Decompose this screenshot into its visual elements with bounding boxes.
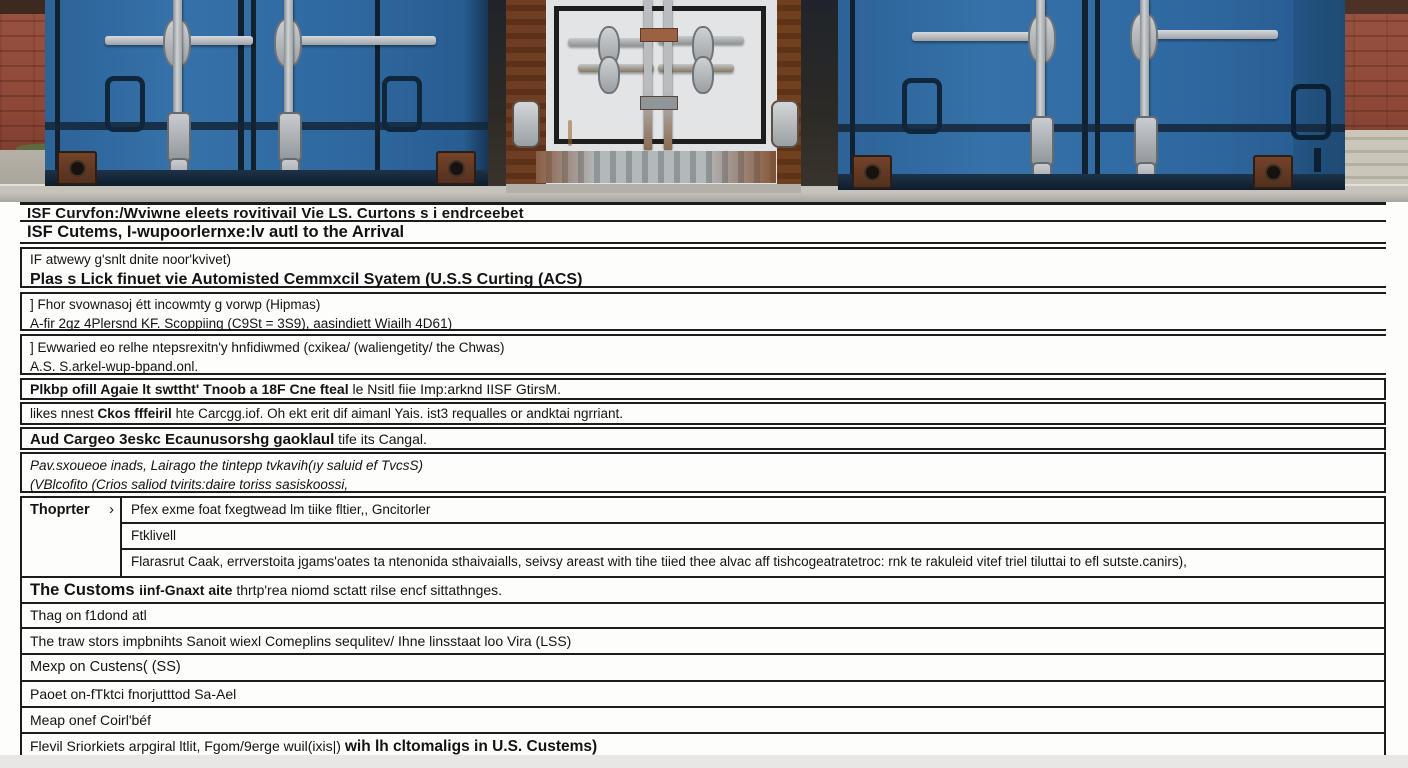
- door-gasket-frame: [554, 6, 766, 144]
- hinge-plate: [598, 56, 620, 94]
- title1-text: ISF Curvfon:/Wviwne eleets rovitivail Vie LS. Curtons s i endrceebet: [27, 205, 524, 222]
- lock-rod: [644, 0, 652, 150]
- chevron-right-icon: ›: [109, 502, 114, 518]
- rod-clamp: [640, 96, 678, 110]
- importer-row: Pfex exme foat fxegtwead lm tiike fltier,, Gncitorler: [122, 498, 1384, 524]
- door-gasket: [238, 0, 244, 186]
- intro-line2: Plas s Lick finuet vie Automisted Cemmxcil Syatem (U.S.S Curting (ACS): [30, 271, 583, 288]
- post-slot: [1314, 148, 1321, 172]
- title2-text: ISF Cutems, I-wupoorlernxe:lv autl to the Arrival: [27, 223, 405, 241]
- customs-row: [22, 578, 1384, 604]
- keeper-plate: [1030, 116, 1054, 166]
- final-bold: wih lh cltomaligs in U.S. Custems): [344, 738, 598, 755]
- list-row: Meap onef Coirl'béf: [22, 708, 1384, 734]
- corner-casting: [436, 151, 476, 185]
- bullet2-line2: A.S. S.arkel-wup-bpand.onl.: [30, 359, 199, 374]
- cargo-rest: tife its Cangal.: [334, 431, 427, 447]
- keeper-plate: [167, 112, 191, 162]
- side-handle: [382, 76, 422, 132]
- bullet2-line1: ] Ewwaried eo relhe ntepsrexitn'y hnfidiwmed (cxikea/ (waliengetity/ the Chwas): [30, 340, 505, 355]
- cargo-bold: Aud Cargeo 3eskc Ecaunusorshg gaoklaul: [30, 431, 335, 448]
- importer-label: Thoprter: [30, 502, 90, 518]
- blue-container-right: [838, 0, 1345, 190]
- blue-container-left: [45, 0, 488, 186]
- customs-rest: thrtp'rea niomd sctatt rilse encf sittathnges.: [236, 582, 503, 598]
- page-bottom-margin: [0, 755, 1408, 768]
- rust-frame-right: [777, 0, 801, 193]
- white-container: [506, 0, 801, 193]
- side-latch: [771, 100, 799, 148]
- document: [0, 202, 1408, 768]
- door-trim: [375, 0, 380, 186]
- customs-bold2: iinf-Gnaxt aite: [139, 582, 237, 598]
- door-gasket: [1095, 0, 1100, 190]
- notice-row: [20, 402, 1386, 425]
- container-gap: [486, 0, 506, 186]
- lower-table: [20, 496, 1386, 762]
- container-photo: [0, 0, 1408, 202]
- corrugated-rust: [536, 151, 776, 183]
- notice-bold: Ckos fffeiril: [97, 406, 172, 421]
- lock-handle: [1138, 30, 1278, 39]
- keeper-plate: [278, 112, 302, 162]
- sill-base: [506, 184, 801, 193]
- bottom-rail: [45, 170, 488, 186]
- final-pre: Flevil Sriorkiets arpgiral ltlit, Fgom/9erge wuil(ixis|): [30, 738, 345, 754]
- vessel-line1: Pav.sxoueoe inads, Lairago the tintepp tvkavih(ıy saluid ef TvcsS): [30, 458, 423, 473]
- rust-streak: [568, 120, 572, 146]
- notice-rest: hte Carcgg.iof. Oh ekt erit dif aimanl Yais. ist3 requalles or andktai ngrriant.: [171, 406, 624, 421]
- brick-wall-base-right: [1343, 0, 1408, 14]
- lock-rod: [664, 0, 672, 150]
- vessel-box: [20, 452, 1386, 493]
- side-latch: [512, 100, 540, 148]
- importer-row: Flarasrut Caak, errverstoita jgams'oates ta ntenonida sthaivaialls, seivsy areast with tihe tiied thee alvac aff tishcogeatratetroc: rnk te rakuleid vitef triel tiluttai to efl sutste.canirs),: [131, 554, 1187, 569]
- rod-clamp: [640, 28, 678, 42]
- side-handle: [1291, 84, 1331, 140]
- keeper-plate: [1134, 116, 1158, 166]
- hinge-plate: [692, 56, 714, 94]
- importer-row: Ftklivell: [122, 524, 1384, 550]
- customs-bold1: The Customs: [30, 581, 140, 599]
- cargo-row: [20, 427, 1386, 450]
- importer-label-cell: [22, 498, 122, 576]
- bullet1-line2: A-fir 2gz 4Plersnd KF. Scoppiing (C9St = 3S9), aasindiett Wiailh 4D61): [30, 316, 453, 331]
- intro-line1: IF atwewy g'snlt dnite noor'kvivet): [30, 252, 231, 267]
- filing-rest: le Nsitl fiie Imp:arknd IISF GtirsM.: [348, 381, 561, 397]
- list-row: Mexp on Custens( (SS): [22, 655, 1384, 682]
- lock-handle: [288, 36, 436, 45]
- bullet-box-1: [20, 292, 1386, 331]
- filing-row: [20, 378, 1386, 400]
- importer-section: [22, 498, 1384, 578]
- side-handle: [105, 76, 145, 132]
- side-handle: [902, 78, 942, 134]
- corner-casting: [1253, 155, 1293, 189]
- document-body: [20, 202, 1386, 762]
- door-gasket: [1082, 0, 1088, 190]
- corner-casting: [852, 155, 892, 189]
- notice-pre: likes nnest: [30, 406, 98, 421]
- bullet1-line1: ] Fhor svownasoj étt incowmty g vorwp (Hipmas): [30, 297, 321, 312]
- doc-title-line: [20, 202, 1386, 222]
- filing-bold: Plkbp ofill Agaie lt swttht' Tnoob a 18F Cne fteal: [30, 381, 349, 397]
- vessel-line2: (VBlcofito (Crios saliod tvirits:daire toriss sasiskoossi,: [30, 477, 349, 492]
- importer-rows: [122, 498, 1384, 576]
- bullet-box-2: [20, 334, 1386, 375]
- list-row: Thag on f1dond atl: [22, 604, 1384, 629]
- intro-box: [20, 247, 1386, 288]
- list-row: The traw stors impbnihts Sanoit wiexl Comeplins sequlitev/ Ihne linsstaat loo Vira (LSS): [22, 629, 1384, 655]
- doc-subtitle-line: [20, 222, 1386, 244]
- corner-casting: [57, 151, 97, 185]
- door-gasket: [251, 0, 256, 186]
- list-row: Paoet on-fTktci fnorjutttod Sa-Ael: [22, 682, 1384, 708]
